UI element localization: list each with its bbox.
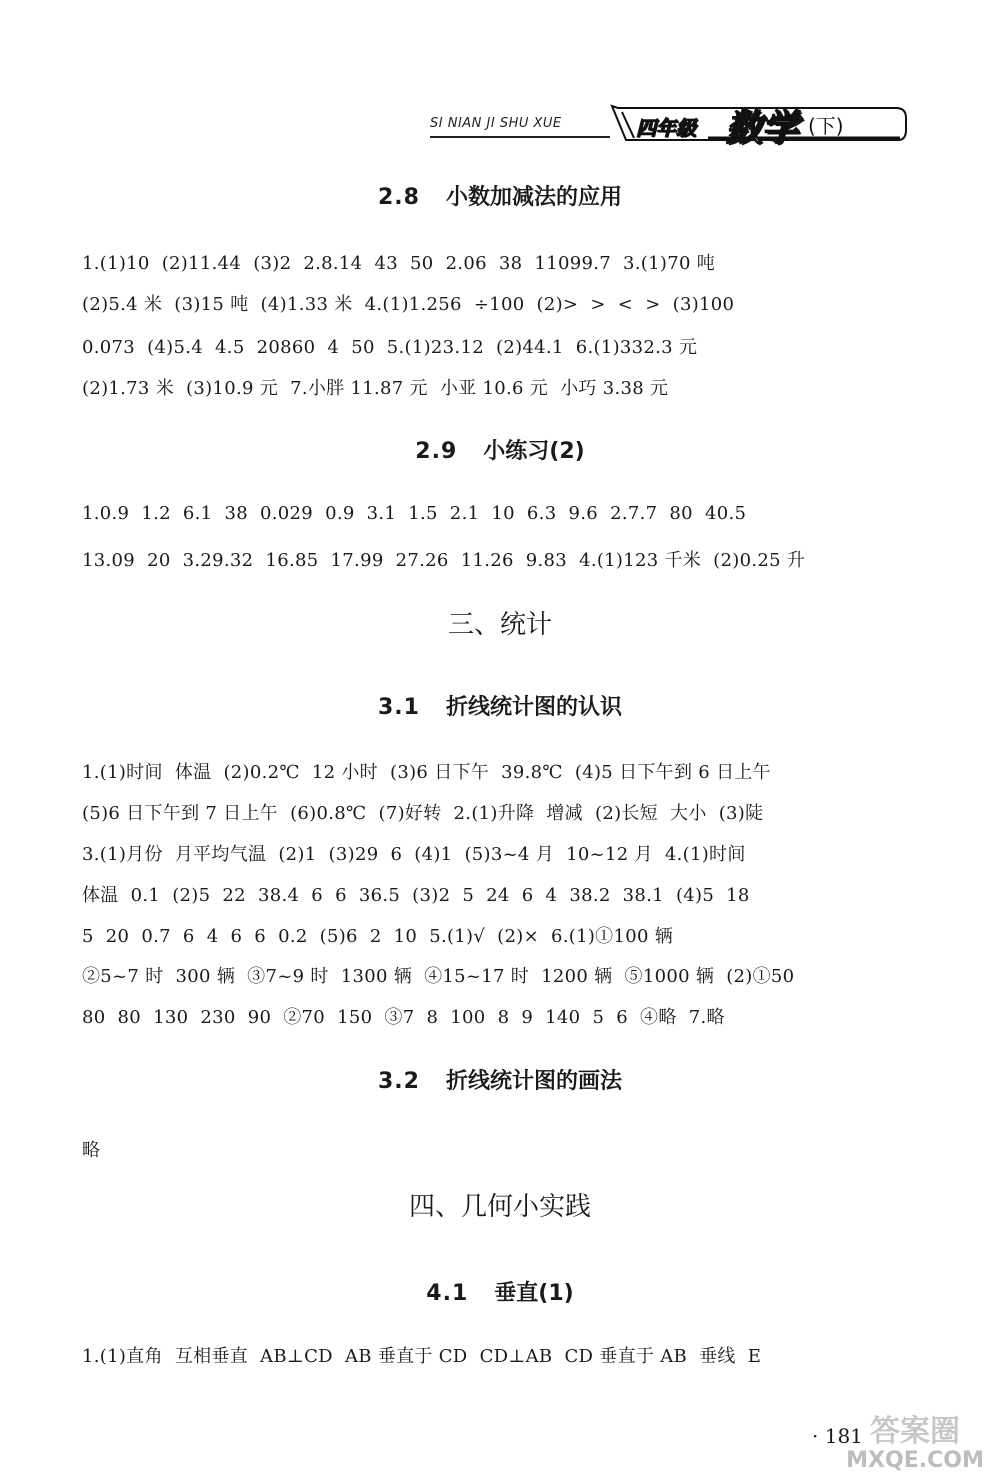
answer-line: 80 80 130 230 90 ②70 150 ③7 8 100 8 9 140 5 6 ④略 7.略: [82, 1007, 725, 1028]
answer-line: 1.(1)时间 体温 (2)0.2℃ 12 小时 (3)6 日下午 39.8℃ (4)5 日下午到 6 日上午: [82, 762, 771, 783]
section-number: 3.2: [378, 1069, 420, 1094]
page-number: · 181: [812, 1424, 863, 1448]
section-number: 4.1: [426, 1281, 469, 1306]
watermark-top: 答案圈: [870, 1414, 960, 1449]
answer-line: 1.(1)10 (2)11.44 (3)2 2.8.14 43 50 2.06 38 11099.7 3.(1)70 吨: [82, 253, 716, 274]
section-2-9-title: [0, 434, 1000, 465]
chapter-4-title: 四、几何小实践: [408, 1192, 591, 1222]
section-3-1-title: [0, 690, 1000, 721]
section-name: 垂直(1): [494, 1281, 574, 1306]
section-4-1-title: [0, 1276, 1000, 1307]
answer-line: 体温 0.1 (2)5 22 38.4 6 6 36.5 (3)2 5 24 6 4 38.2 38.1 (4)5 18: [82, 885, 750, 906]
answer-line: 3.(1)月份 月平均气温 (2)1 (3)29 6 (4)1 (5)3~4 月 10~12 月 4.(1)时间: [82, 844, 746, 865]
section-name: 折线统计图的画法: [445, 1069, 622, 1094]
header-volume: (下): [808, 114, 844, 138]
answer-line: (2)5.4 米 (3)15 吨 (4)1.33 米 4.(1)1.256 ÷100 (2)> > < > (3)100: [82, 294, 735, 315]
section-number: 2.9: [415, 439, 458, 464]
header-rule: [430, 136, 610, 138]
chapter-3-title: 三、统计: [447, 610, 552, 640]
watermark-logo: [830, 1400, 1000, 1481]
answer-line: 0.073 (4)5.4 4.5 20860 4 50 5.(1)23.12 (2)44.1 6.(1)332.3 元: [82, 337, 698, 358]
answer-line: (5)6 日下午到 7 日上午 (6)0.8℃ (7)好转 2.(1)升降 增减 (2)长短 大小 (3)陡: [82, 803, 764, 824]
section-name: 折线统计图的认识: [445, 695, 622, 720]
section-name: 小练习(2): [483, 439, 585, 464]
header-subject: 数学: [726, 108, 799, 149]
section-name: 小数加减法的应用: [445, 185, 622, 210]
header-banner: [608, 104, 908, 149]
section-number: 2.8: [378, 185, 420, 210]
answer-line: 13.09 20 3.29.32 16.85 17.99 27.26 11.26 9.83 4.(1)123 千米 (2)0.25 升: [82, 550, 806, 571]
answer-line: (2)1.73 米 (3)10.9 元 7.小胖 11.87 元 小亚 10.6 元 小巧 3.38 元: [82, 378, 669, 399]
watermark-url: MXQE.COM: [846, 1448, 984, 1473]
header-pinyin: SI NIAN JI SHU XUE: [430, 116, 562, 131]
section-2-8-title: [0, 180, 1000, 211]
answer-line: 略: [82, 1140, 101, 1161]
header-grade: 四年级: [636, 116, 696, 140]
answer-line: 1.(1)直角 互相垂直 AB⊥CD AB 垂直于 CD CD⊥AB CD 垂直于 AB 垂线 E: [82, 1346, 762, 1367]
answer-line: 5 20 0.7 6 4 6 6 0.2 (5)6 2 10 5.(1)√ (2)× 6.(1)①100 辆: [82, 926, 674, 947]
answer-line: ②5~7 时 300 辆 ③7~9 时 1300 辆 ④15~17 时 1200 辆 ⑤1000 辆 (2)①50: [82, 966, 795, 987]
answer-line: 1.0.9 1.2 6.1 38 0.029 0.9 3.1 1.5 2.1 10 6.3 9.6 2.7.7 80 40.5: [82, 503, 747, 524]
page-header: [430, 98, 910, 154]
section-3-2-title: [0, 1064, 1000, 1095]
section-number: 3.1: [378, 695, 420, 720]
